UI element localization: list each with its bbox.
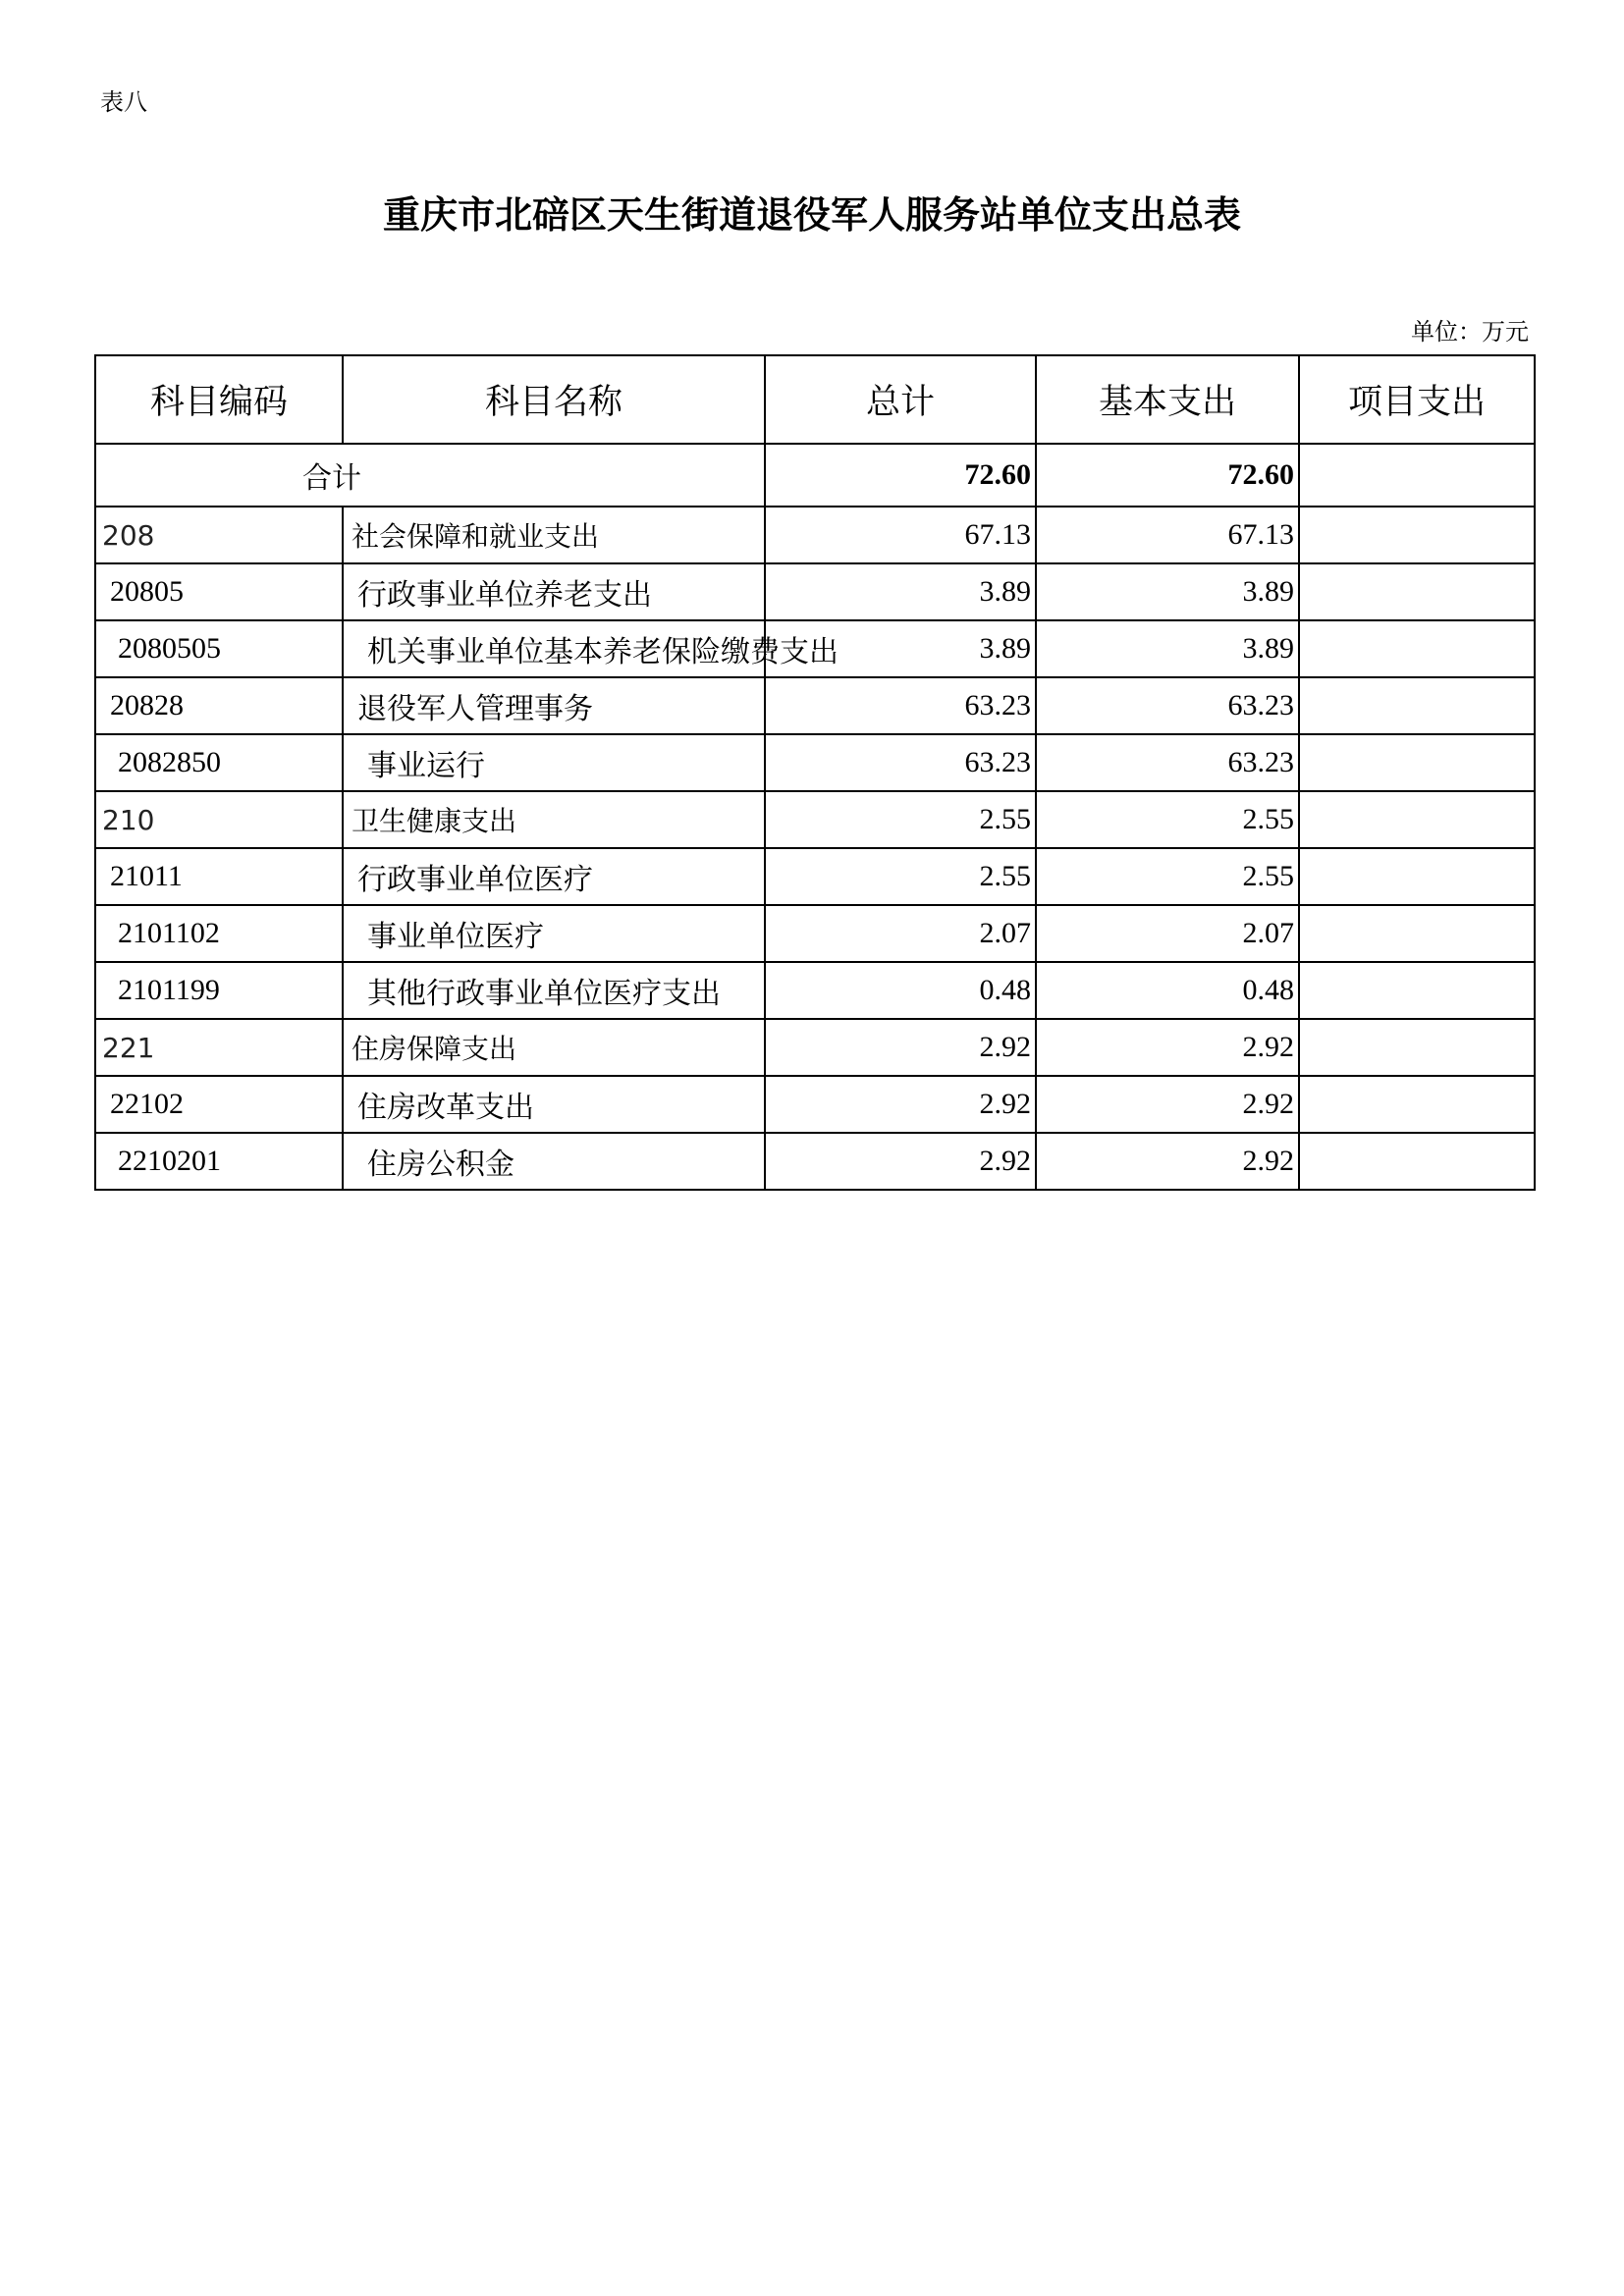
- code-cell: 2210201: [95, 1133, 343, 1190]
- table-row: [95, 1019, 1535, 1076]
- name-cell: 其他行政事业单位医疗支出: [343, 962, 765, 1019]
- code-cell: 2101199: [95, 962, 343, 1019]
- table-row: [95, 734, 1535, 791]
- code-cell: 20805: [95, 563, 343, 620]
- code-cell: 221: [95, 1019, 343, 1076]
- header-project: 项目支出: [1299, 355, 1535, 444]
- total-cell: 3.89: [765, 620, 1036, 677]
- total-cell: 3.89: [765, 563, 1036, 620]
- basic-cell: 2.92: [1036, 1133, 1299, 1190]
- total-cell: 2.55: [765, 848, 1036, 905]
- expenditure-table: [94, 354, 1536, 1191]
- basic-cell: 2.55: [1036, 848, 1299, 905]
- total-cell: 63.23: [765, 734, 1036, 791]
- name-cell: 住房改革支出: [343, 1076, 765, 1133]
- code-cell: 210: [95, 791, 343, 848]
- page-title: 重庆市北碚区天生街道退役军人服务站单位支出总表: [382, 192, 1241, 237]
- header-basic: 基本支出: [1036, 355, 1299, 444]
- project-cell: [1299, 677, 1535, 734]
- project-cell: [1299, 1133, 1535, 1190]
- name-cell: 事业单位医疗: [343, 905, 765, 962]
- table-row: [95, 791, 1535, 848]
- basic-cell: 63.23: [1036, 734, 1299, 791]
- name-cell: 行政事业单位医疗: [343, 848, 765, 905]
- basic-cell: 0.48: [1036, 962, 1299, 1019]
- table-row: [95, 905, 1535, 962]
- code-cell: 2080505: [95, 620, 343, 677]
- total-cell: 0.48: [765, 962, 1036, 1019]
- name-cell: 事业运行: [343, 734, 765, 791]
- unit-label: 单位：万元: [1411, 318, 1529, 346]
- table-row: [95, 507, 1535, 563]
- project-cell: [1299, 563, 1535, 620]
- basic-cell: 3.89: [1036, 563, 1299, 620]
- code-cell: 2082850: [95, 734, 343, 791]
- table-row: [95, 962, 1535, 1019]
- name-cell: 退役军人管理事务: [343, 677, 765, 734]
- name-cell: 社会保障和就业支出: [343, 507, 765, 563]
- total-cell: 2.07: [765, 905, 1036, 962]
- code-cell: 21011: [95, 848, 343, 905]
- project-cell: [1299, 1019, 1535, 1076]
- total-total-cell: 72.60: [765, 444, 1036, 507]
- name-cell: 住房公积金: [343, 1133, 765, 1190]
- total-cell: 2.92: [765, 1076, 1036, 1133]
- name-cell: 行政事业单位养老支出: [343, 563, 765, 620]
- total-basic-cell: 72.60: [1036, 444, 1299, 507]
- total-cell: 2.55: [765, 791, 1036, 848]
- code-cell: 20828: [95, 677, 343, 734]
- basic-cell: 3.89: [1036, 620, 1299, 677]
- project-cell: [1299, 620, 1535, 677]
- table-row: [95, 1076, 1535, 1133]
- header-total: 总计: [765, 355, 1036, 444]
- name-cell: 卫生健康支出: [343, 791, 765, 848]
- project-cell: [1299, 507, 1535, 563]
- total-label: 合计: [95, 444, 765, 507]
- project-cell: [1299, 734, 1535, 791]
- table-header-row: [95, 355, 1535, 444]
- table-row: [95, 1133, 1535, 1190]
- basic-cell: 2.07: [1036, 905, 1299, 962]
- project-cell: [1299, 1076, 1535, 1133]
- code-cell: 208: [95, 507, 343, 563]
- name-cell: 住房保障支出: [343, 1019, 765, 1076]
- header-name: 科目名称: [343, 355, 765, 444]
- basic-cell: 2.92: [1036, 1076, 1299, 1133]
- code-cell: 2101102: [95, 905, 343, 962]
- table-row: [95, 563, 1535, 620]
- project-cell: [1299, 962, 1535, 1019]
- name-cell: 机关事业单位基本养老保险缴费支出: [343, 620, 765, 677]
- total-cell: 67.13: [765, 507, 1036, 563]
- basic-cell: 63.23: [1036, 677, 1299, 734]
- header-code: 科目编码: [95, 355, 343, 444]
- total-cell: 63.23: [765, 677, 1036, 734]
- project-cell: [1299, 848, 1535, 905]
- total-cell: 2.92: [765, 1019, 1036, 1076]
- project-cell: [1299, 905, 1535, 962]
- code-cell: 22102: [95, 1076, 343, 1133]
- total-cell: 2.92: [765, 1133, 1036, 1190]
- table-row: [95, 677, 1535, 734]
- total-project-cell: [1299, 444, 1535, 507]
- basic-cell: 67.13: [1036, 507, 1299, 563]
- table-number-label: 表八: [100, 88, 147, 116]
- table-row: [95, 848, 1535, 905]
- table-row: [95, 620, 1535, 677]
- project-cell: [1299, 791, 1535, 848]
- basic-cell: 2.55: [1036, 791, 1299, 848]
- total-row: [95, 444, 1535, 507]
- basic-cell: 2.92: [1036, 1019, 1299, 1076]
